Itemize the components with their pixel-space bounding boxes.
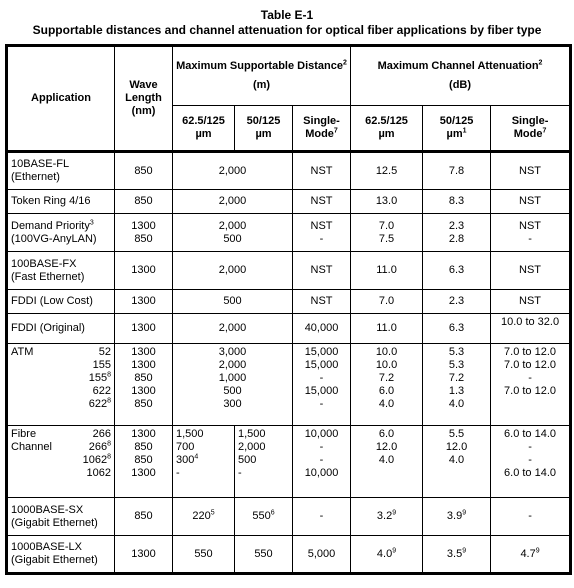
v: 1300 <box>131 359 156 371</box>
wave-cell: 1300 <box>115 252 173 290</box>
wave-header-line: Wave <box>129 79 158 91</box>
v: - <box>319 441 324 453</box>
app-line <box>11 441 111 454</box>
dist-sm-cell <box>293 214 351 252</box>
header-dist-sm <box>293 106 351 152</box>
h-line: µm <box>195 128 212 140</box>
v: 850 <box>134 441 153 453</box>
att-50-cell: 7.8 <box>423 152 491 190</box>
dist-cell: 500 <box>173 290 293 314</box>
attenuation-unit: (dB) <box>449 79 472 91</box>
v-sup: 9 <box>392 546 397 554</box>
v: - <box>528 441 532 453</box>
v: 7.5 <box>378 232 395 245</box>
dist-625-cell: 550 <box>173 536 235 574</box>
att-sm-cell: NST <box>491 290 571 314</box>
app-cell <box>7 152 115 190</box>
h-line <box>426 128 487 141</box>
v-sup: 4 <box>194 453 199 461</box>
v: - <box>319 454 324 466</box>
v: 300 <box>223 398 242 410</box>
dist-50-cell <box>235 426 293 498</box>
v: - <box>319 372 324 384</box>
dist-sm-cell: NST <box>293 252 351 290</box>
wave-cell <box>115 344 173 426</box>
app-cell <box>7 252 115 290</box>
v <box>354 467 419 480</box>
atm-rate-line <box>11 398 111 411</box>
v: 1300 <box>131 346 156 358</box>
app-line: (Gigabit Ethernet) <box>11 554 98 566</box>
header-max-distance <box>173 46 351 106</box>
h-text: Mode <box>305 128 334 140</box>
dist-cell: 2,000 <box>173 314 293 344</box>
v: 15,000 <box>304 385 339 397</box>
app-line: 1000BASE-SX <box>11 503 84 516</box>
fc-rate-line <box>11 454 111 467</box>
v: 3.9 <box>446 510 463 522</box>
v: 6.0 <box>378 385 395 397</box>
app-line: 100BASE-FX <box>11 257 77 270</box>
h-sup: 7 <box>542 127 547 135</box>
v: NST <box>519 219 542 232</box>
app-line: (100VG-AnyLAN) <box>11 232 97 245</box>
v: 1,500 <box>176 428 204 440</box>
table-row <box>7 536 571 574</box>
v: 500 <box>223 385 242 397</box>
header-row-1 <box>7 46 571 106</box>
h-line <box>494 128 566 141</box>
table-row <box>7 498 571 536</box>
v: 3.2 <box>376 510 393 522</box>
header-att-sm <box>491 106 571 152</box>
v: 220 <box>192 510 211 522</box>
wave-cell <box>115 426 173 498</box>
att-sm-cell: NST <box>491 190 571 214</box>
att-625-cell: 13.0 <box>351 190 423 214</box>
v: 1300 <box>131 219 156 232</box>
att-625-cell <box>351 498 423 536</box>
v: 7.2 <box>378 372 395 384</box>
att-sm-cell: NST <box>491 252 571 290</box>
atm-rate: 155 <box>88 372 108 384</box>
att-625-cell <box>351 344 423 426</box>
wave-cell: 850 <box>115 498 173 536</box>
app-line: (Ethernet) <box>11 171 60 183</box>
table-subtitle: Supportable distances and channel attenuation for optical fiber applications by fiber type <box>32 23 542 37</box>
v: 15,000 <box>304 346 339 358</box>
h-line: Single- <box>511 115 549 127</box>
max-attenuation-sup: 2 <box>538 59 543 67</box>
v: - <box>528 372 532 384</box>
app-text: ATM <box>11 346 34 358</box>
app-line: (Gigabit Ethernet) <box>11 516 98 529</box>
att-625-cell: 11.0 <box>351 252 423 290</box>
h-text: µm <box>446 128 463 140</box>
v: 10,000 <box>304 428 339 440</box>
table-row <box>7 152 571 190</box>
dist-sm-cell: 40,000 <box>293 314 351 344</box>
app-cell <box>7 536 115 574</box>
v: 5.5 <box>448 428 465 440</box>
atm-rate-line <box>11 372 111 385</box>
v <box>494 398 566 411</box>
att-sm-cell <box>491 214 571 252</box>
table-row <box>7 214 571 252</box>
att-50-cell <box>423 536 491 574</box>
fiber-table <box>5 44 572 575</box>
fc-rate-sup: 8 <box>107 440 111 448</box>
v: 10.0 <box>375 359 398 371</box>
att-625-cell <box>351 536 423 574</box>
dist-cell: 2,000 <box>173 152 293 190</box>
v: 15,000 <box>304 359 339 371</box>
v-sup: 9 <box>392 509 397 517</box>
v: NST <box>310 219 333 232</box>
h-line <box>296 128 347 141</box>
v: 1300 <box>131 467 156 479</box>
v: 5.3 <box>448 359 465 371</box>
att-625-cell <box>351 214 423 252</box>
h-text: Mode <box>513 128 543 140</box>
v-sup: 6 <box>270 509 275 517</box>
app-sup: 3 <box>89 218 94 226</box>
fc-rate: 1062 <box>82 454 108 466</box>
v: 2,000 <box>238 441 266 453</box>
distance-unit: (m) <box>252 79 271 91</box>
att-sm-cell: NST <box>491 152 571 190</box>
v: 7.2 <box>448 372 465 384</box>
max-distance-label: Maximum Supportable Distance <box>176 60 343 72</box>
v: - <box>176 467 180 479</box>
h-line: 62.5/125 <box>182 115 225 127</box>
v: 1.3 <box>448 385 465 397</box>
v-sup: 9 <box>462 546 467 554</box>
table-row <box>7 252 571 290</box>
v-sup: 9 <box>462 509 467 517</box>
v: - <box>528 454 532 466</box>
v: 2,000 <box>218 359 247 371</box>
v: - <box>319 398 324 410</box>
wave-cell: 850 <box>115 190 173 214</box>
dist-sm-cell: - <box>293 498 351 536</box>
att-625-cell: 7.0 <box>351 290 423 314</box>
table-row <box>7 290 571 314</box>
fc-rate: 266 <box>88 441 108 453</box>
app-cell: FDDI (Original) <box>7 314 115 344</box>
v: 1300 <box>131 428 156 440</box>
h-line: 50/125 <box>246 115 281 127</box>
app-cell: FDDI (Low Cost) <box>7 290 115 314</box>
header-wave-length <box>115 46 173 152</box>
dist-sm-cell <box>293 344 351 426</box>
v: 500 <box>223 232 242 245</box>
att-625-cell <box>351 426 423 498</box>
v <box>426 467 487 480</box>
app-text: Channel <box>11 441 52 453</box>
v: 4.0 <box>376 547 393 560</box>
table-row <box>7 426 571 498</box>
v: 1,500 <box>238 428 266 440</box>
dist-sm-cell: NST <box>293 190 351 214</box>
header-att-50 <box>423 106 491 152</box>
v: 850 <box>134 232 153 245</box>
app-line: 1000BASE-LX <box>11 541 82 553</box>
wave-cell: 850 <box>115 152 173 190</box>
h-line: µm <box>255 128 272 140</box>
dist-625-cell <box>173 498 235 536</box>
wave-cell: 1300 <box>115 290 173 314</box>
att-sm-cell <box>491 426 571 498</box>
app-cell <box>7 344 115 426</box>
app-text: Fibre <box>11 428 37 440</box>
v: 850 <box>134 454 153 466</box>
app-line: (Fast Ethernet) <box>11 270 85 283</box>
max-attenuation-label: Maximum Channel Attenuation <box>377 60 539 72</box>
v: 4.7 <box>520 547 536 560</box>
v: - <box>528 232 532 245</box>
v: 4.0 <box>448 454 465 466</box>
wave-cell: 1300 <box>115 314 173 344</box>
v: 4.0 <box>378 454 395 466</box>
v: 850 <box>134 398 153 410</box>
v: - <box>319 232 324 245</box>
wave-header-line: (nm) <box>131 105 156 117</box>
wave-cell <box>115 214 173 252</box>
app-line <box>11 428 111 441</box>
v: 7.0 to 12.0 <box>504 346 557 358</box>
atm-rate: 52 <box>98 346 111 358</box>
fc-rate-sup: 8 <box>107 453 111 461</box>
v: 2.8 <box>448 232 465 245</box>
v-line <box>176 454 231 467</box>
v: 850 <box>134 372 153 384</box>
v: 7.0 <box>378 219 395 232</box>
att-sm-cell <box>491 536 571 574</box>
v-sup: 9 <box>535 546 540 554</box>
att-50-cell <box>423 344 491 426</box>
att-625-cell: 12.5 <box>351 152 423 190</box>
v: 300 <box>176 454 195 466</box>
v: 10.0 <box>375 346 398 358</box>
atm-rate: 622 <box>92 385 111 397</box>
app-cell: Token Ring 4/16 <box>7 190 115 214</box>
att-50-cell: 8.3 <box>423 190 491 214</box>
v: 7.0 to 12.0 <box>504 359 557 371</box>
table-row <box>7 314 571 344</box>
v: 2.3 <box>448 219 465 232</box>
fc-rate: 1062 <box>86 467 111 479</box>
atm-rate-sup: 8 <box>107 397 111 405</box>
h-line: 62.5/125 <box>365 115 408 127</box>
v: 4.0 <box>378 398 395 410</box>
v: 10,000 <box>304 467 339 479</box>
v: - <box>238 467 242 479</box>
v: 1,000 <box>218 372 247 384</box>
wave-cell: 1300 <box>115 536 173 574</box>
h-sup: 1 <box>462 127 467 135</box>
table-row <box>7 190 571 214</box>
wave-header-line: Length <box>125 92 162 104</box>
att-50-cell: 2.3 <box>423 290 491 314</box>
header-dist-625 <box>173 106 235 152</box>
att-50-cell: 6.3 <box>423 314 491 344</box>
app-line <box>11 346 111 359</box>
v: 7.0 to 12.0 <box>504 385 557 397</box>
max-distance-sup: 2 <box>343 59 347 67</box>
header-max-attenuation <box>351 46 571 106</box>
v: 1300 <box>131 385 156 397</box>
v: 5.3 <box>448 346 465 358</box>
dist-sm-cell: 5,000 <box>293 536 351 574</box>
atm-rate: 622 <box>88 398 108 410</box>
v: 2,000 <box>218 219 247 232</box>
header-dist-50 <box>235 106 293 152</box>
v: 6.0 to 14.0 <box>504 428 557 440</box>
app-cell <box>7 214 115 252</box>
dist-50-cell: 550 <box>235 536 293 574</box>
v: 3.5 <box>446 547 463 560</box>
dist-sm-cell <box>293 426 351 498</box>
fc-rate-line <box>89 441 111 454</box>
h-line: Single- <box>303 115 340 127</box>
att-sm-cell <box>491 344 571 426</box>
v: 700 <box>176 441 195 453</box>
att-sm-cell: - <box>491 498 571 536</box>
dist-cell <box>173 344 293 426</box>
fc-rate: 266 <box>92 428 111 440</box>
header-application: Application <box>7 46 115 152</box>
v: 4.0 <box>448 398 465 410</box>
att-50-cell: 6.3 <box>423 252 491 290</box>
dist-cell: 2,000 <box>173 190 293 214</box>
h-line: 50/125 <box>439 115 474 127</box>
att-50-cell <box>423 498 491 536</box>
app-cell <box>7 498 115 536</box>
v: 12.0 <box>445 441 468 453</box>
dist-sm-cell: NST <box>293 290 351 314</box>
dist-625-cell <box>173 426 235 498</box>
dist-50-cell <box>235 498 293 536</box>
app-text: Demand Priority <box>11 219 90 232</box>
h-sup: 7 <box>333 127 338 135</box>
att-50-cell <box>423 426 491 498</box>
v: 6.0 <box>378 428 395 440</box>
app-line <box>11 220 111 233</box>
v: 12.0 <box>375 441 398 453</box>
atm-rate-sup: 8 <box>107 371 111 379</box>
att-sm-cell: 10.0 to 32.0 <box>491 314 571 344</box>
app-cell <box>7 426 115 498</box>
app-line: 10BASE-FL <box>11 158 70 170</box>
dist-cell <box>173 214 293 252</box>
dist-cell: 2,000 <box>173 252 293 290</box>
dist-sm-cell: NST <box>293 152 351 190</box>
att-625-cell: 11.0 <box>351 314 423 344</box>
header-att-625 <box>351 106 423 152</box>
v-sup: 5 <box>210 509 215 517</box>
v: 500 <box>238 454 257 466</box>
v: 6.0 to 14.0 <box>504 467 557 479</box>
table-row <box>7 344 571 426</box>
atm-rate: 155 <box>92 359 111 371</box>
h-line: µm <box>378 128 395 140</box>
v: 550 <box>252 510 271 522</box>
table-title: Table E-1 <box>260 8 314 22</box>
att-50-cell <box>423 214 491 252</box>
v: 3,000 <box>218 346 247 358</box>
